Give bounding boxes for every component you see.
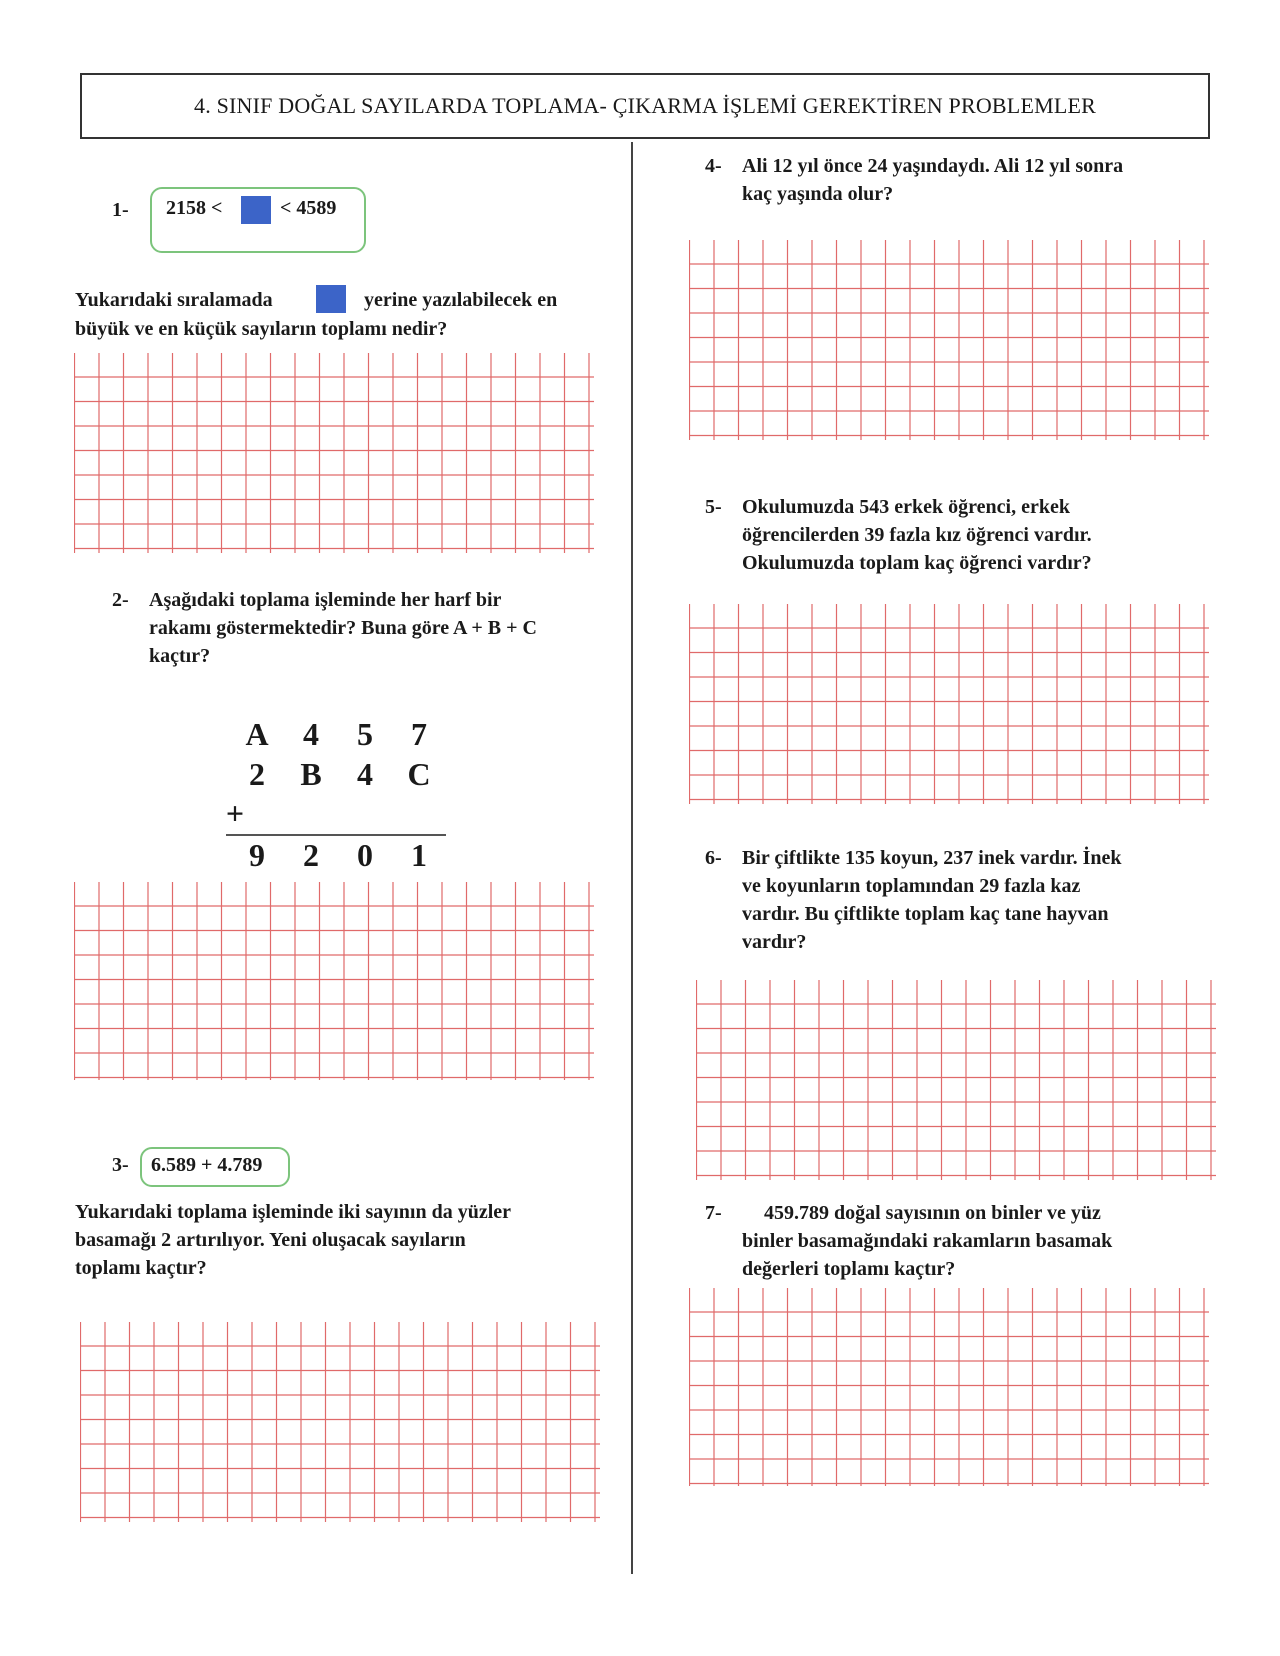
q6-line1: Bir çiftlikte 135 koyun, 237 inek vardır. İnek: [742, 847, 1122, 869]
q2-result-digit: 2: [303, 837, 319, 873]
q1-number: 1-: [112, 199, 129, 221]
q1-text-before: Yukarıdaki sıralamada: [75, 289, 273, 311]
q2-answer-grid: [74, 882, 594, 1080]
q3-number: 3-: [112, 1154, 129, 1176]
q3-line1: Yukarıdaki toplama işleminde iki sayının da yüzler: [75, 1201, 512, 1223]
q1-line2: büyük ve en küçük sayıların toplamı nedir?: [75, 318, 448, 340]
q5-number: 5-: [705, 496, 722, 518]
blue-square-icon: [241, 196, 271, 224]
q2-plus-sign: +: [225, 795, 245, 831]
q3-line2: basamağı 2 artırılıyor. Yeni oluşacak sayıların: [75, 1229, 466, 1251]
q2-row1-digit: 5: [357, 716, 373, 752]
q2-result-digit: 0: [357, 837, 373, 873]
q2-line2: rakamı göstermektedir? Buna göre A + B + C: [149, 617, 537, 639]
worksheet-title: [80, 73, 1210, 139]
q2-line3: kaçtır?: [149, 645, 211, 667]
q2-sum-line: [226, 834, 446, 836]
q2-row1-digit: 7: [411, 716, 427, 752]
q2-number: 2-: [112, 589, 129, 611]
q2-line1: Aşağıdaki toplama işleminde her harf bir: [149, 589, 502, 611]
q1-box-left: 2158 <: [166, 197, 223, 219]
q2-row2-digit: C: [407, 756, 431, 792]
q4-answer-grid: [689, 240, 1209, 440]
q5-answer-grid: [689, 604, 1209, 804]
q5-line1: Okulumuzda 543 erkek öğrenci, erkek: [742, 496, 1070, 518]
q2-row1-digit: 4: [303, 716, 319, 752]
q6-line4: vardır?: [742, 931, 807, 953]
q5-line3: Okulumuzda toplam kaç öğrenci vardır?: [742, 552, 1092, 574]
q6-line2: ve koyunların toplamından 29 fazla kaz: [742, 875, 1081, 897]
q1-box-right: < 4589: [280, 197, 337, 219]
q1-answer-grid: [74, 353, 594, 553]
q3-answer-grid: [80, 1322, 600, 1522]
q3-line3: toplamı kaçtır?: [75, 1257, 207, 1279]
q3-expression-box: [140, 1147, 290, 1187]
q7-line2: binler basamağındaki rakamların basamak: [742, 1230, 1113, 1252]
q6-number: 6-: [705, 847, 722, 869]
q7-answer-grid: [689, 1288, 1209, 1486]
q2-row2-digit: 4: [357, 756, 373, 792]
q4-number: 4-: [705, 155, 722, 177]
q7-line3: değerleri toplamı kaçtır?: [742, 1258, 956, 1280]
q3-expression: 6.589 + 4.789: [151, 1154, 263, 1176]
blue-square-icon-inline: [316, 285, 346, 313]
q2-result-digit: 1: [411, 837, 427, 873]
q7-line1: 459.789 doğal sayısının on binler ve yüz: [764, 1202, 1101, 1224]
q6-answer-grid: [696, 980, 1216, 1180]
column-divider: [631, 142, 633, 1574]
q1-text-after: yerine yazılabilecek en: [364, 289, 558, 311]
q5-line2: öğrencilerden 39 fazla kız öğrenci vardır.: [742, 524, 1092, 546]
title-text: 4. SINIF DOĞAL SAYILARDA TOPLAMA- ÇIKARMA İŞLEMİ GEREKTİREN PROBLEMLER: [194, 93, 1096, 118]
q2-row1-digit: A: [245, 716, 269, 752]
q4-line1: Ali 12 yıl önce 24 yaşındaydı. Ali 12 yıl sonra: [742, 155, 1124, 177]
q2-row2-digit: B: [300, 756, 322, 792]
q2-result-digit: 9: [249, 837, 265, 873]
q6-line3: vardır. Bu çiftlikte toplam kaç tane hayvan: [742, 903, 1109, 925]
q4-line2: kaç yaşında olur?: [742, 183, 894, 205]
q7-number: 7-: [705, 1202, 722, 1224]
q1-inequality-box: [150, 187, 366, 253]
q2-row2-digit: 2: [249, 756, 265, 792]
